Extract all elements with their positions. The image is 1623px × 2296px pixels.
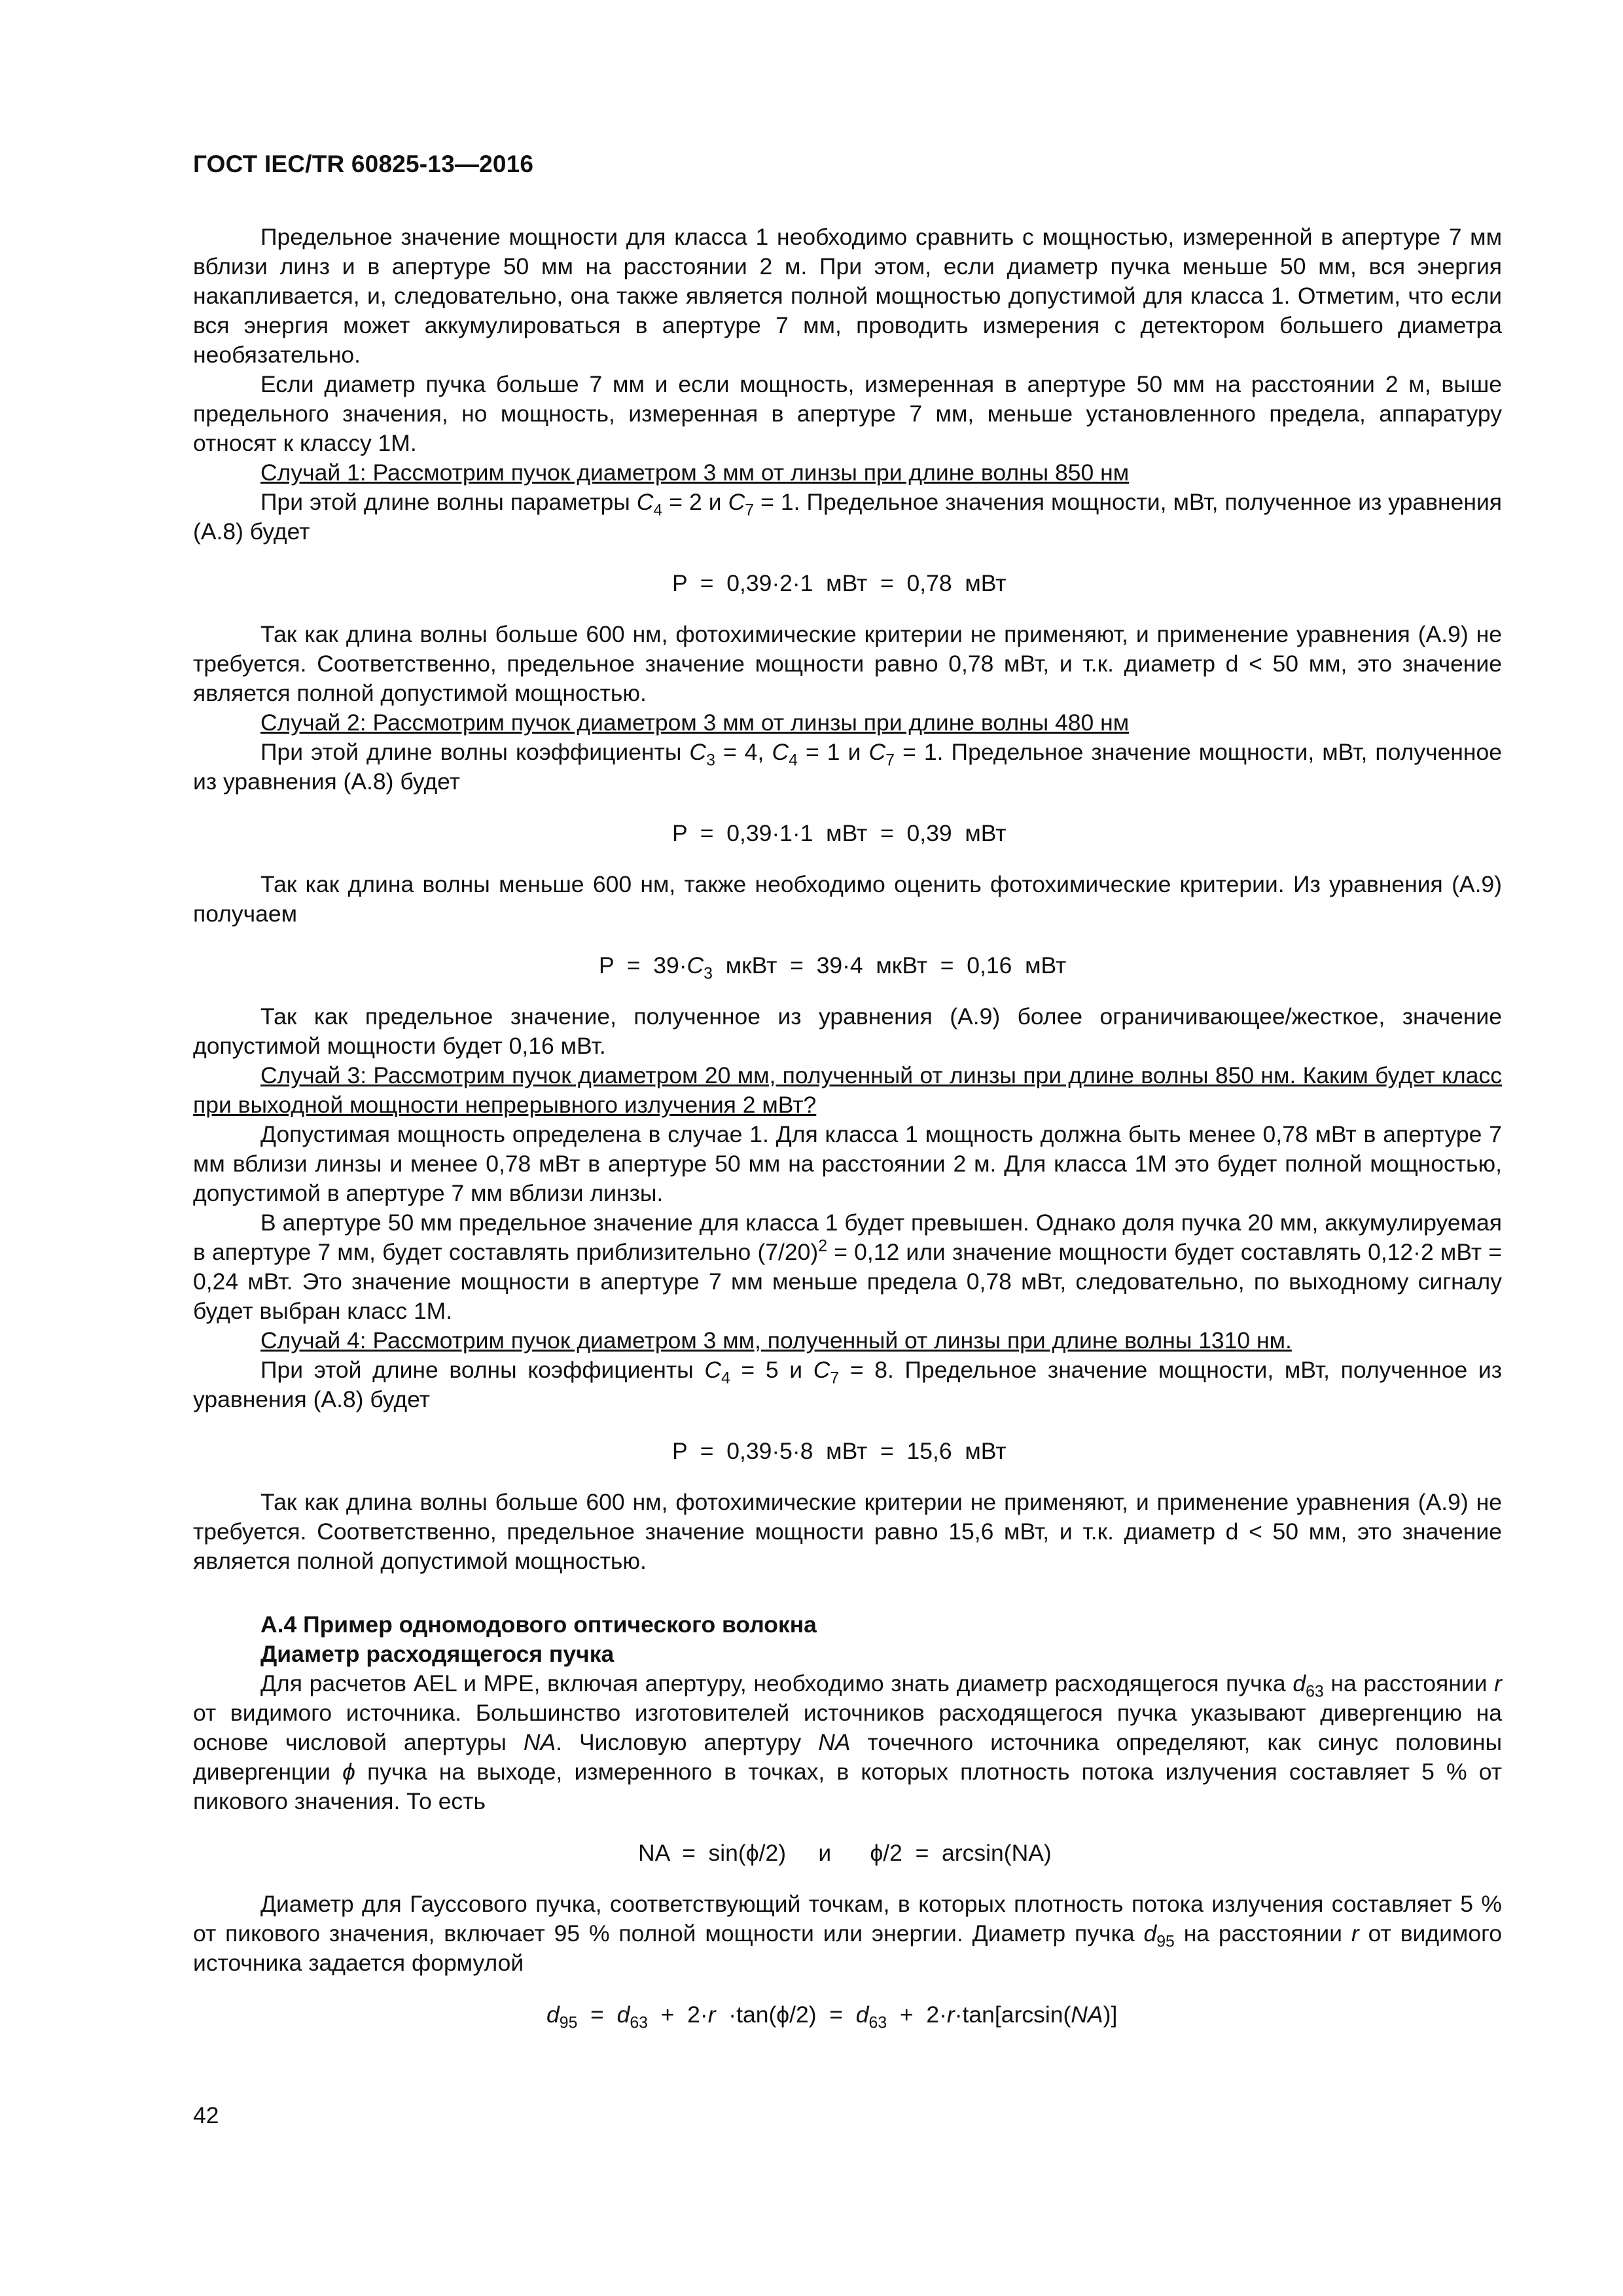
paragraph: Диаметр для Гауссового пучка, соответствующий точкам, в которых плотность потока излучения составляет 5 % от пикового значения, включает 95 % полной мощности или энергии. Диаметр пучка $d_{95}$ на расстоянии r от видимого источника задается формулой: [193, 1891, 1502, 1976]
case-heading: Случай 1: Рассмотрим пучок диаметром 3 мм от линзы при длине волны 850 нм: [260, 459, 1130, 486]
equation: $P = 39\cdot C_3$ мкВт = 39·4 мкВт = 0,16 мВт: [599, 952, 1067, 983]
document-header: ГОСТ IEC/TR 60825-13—2016: [193, 151, 534, 177]
paragraph: Если диаметр пучка больше 7 мм и если мощность, измеренная в апертуре 50 мм на расстоянии 2 м, выше предельного значения, но мощность, измеренная в апертуре 7 мм, меньше установленного предела, аппаратуру относят к классу 1М.: [193, 371, 1502, 456]
paragraph: Для расчетов AEL и MPE, включая апертуру, необходимо знать диаметр расходящегося пучка $d_{63}$ на расстоянии r от видимого источника. Большинство изготовителей источников расходящегося пучка указывают дивергенцию на основе числовой апертуры NA. Числовую апертуру NA точечного источника определяют, как синус половины дивергенции ϕ пучка на выходе, измеренного в точках, в которых плотность потока излучения составляет 5 % от пикового значения. То есть: [193, 1670, 1503, 1814]
case-heading: Случай 3: Рассмотрим пучок диаметром 20 мм, полученный от линзы при длине волны 850 нм. Каким будет класс при выходной мощности непрерывного излучения 2 мВт?: [193, 1062, 1502, 1118]
case-heading: Случай 4: Рассмотрим пучок диаметром 3 мм, полученный от линзы при длине волны 1310 нм.: [260, 1327, 1292, 1354]
paragraph: Допустимая мощность определена в случае 1. Для класса 1 мощность должна быть менее 0,78 мВт в апертуре 7 мм вблизи линзы и менее 0,78 мВт в апертуре 50 мм на расстоянии 2 м. Для класса 1М это будет полной мощностью, допустимой в апертуре 7 мм вблизи линзы.: [193, 1121, 1502, 1206]
paragraph: При этой длине волны параметры $C_4 = 2$ и $C_7 = 1$. Предельное значения мощности, мВт, полученное из уравнения (А.8) будет: [193, 489, 1502, 545]
paragraph: Так как длина волны больше 600 нм, фотохимические критерии не применяют, и применение уравнения (А.9) не требуется. Соответственно, предельное значение мощности равно 15,6 мВт, и т.к. диаметр d < 50 мм, это значение является полной допустимой мощностью.: [193, 1489, 1502, 1574]
paragraph: При этой длине волны коэффициенты $C_3 = 4$, $C_4 = 1$ и $C_7 = 1$. Предельное значение мощности, мВт, полученное из уравнения (А.8) будет: [193, 739, 1503, 795]
section-heading: А.4 Пример одномодового оптического волокна: [260, 1611, 817, 1638]
paragraph: Так как предельное значение, полученное из уравнения (А.9) более ограничивающее/жесткое, значение допустимой мощности будет 0,16 мВт.: [193, 1003, 1502, 1059]
paragraph: Предельное значение мощности для класса 1 необходимо сравнить с мощностью, измеренной в апертуре 7 мм вблизи линз и в апертуре 50 мм на расстоянии 2 м. При этом, если диаметр пучка меньше 50 мм, вся энергия накапливается, и, следовательно, она также является полной мощностью допустимой для класса 1. Отметим, что если вся энергия может аккумулироваться в апертуре 7 мм, проводить измерения с детектором большего диаметра необязательно.: [193, 224, 1502, 368]
paragraph: Так как длина волны больше 600 нм, фотохимические критерии не применяют, и применение уравнения (А.9) не требуется. Соответственно, предельное значение мощности равно 0,78 мВт, и т.к. диаметр d < 50 мм, это значение является полной допустимой мощностью.: [193, 621, 1502, 706]
spacer: [193, 1576, 1502, 1610]
page-number: 42: [193, 2102, 219, 2128]
equation: P = 0,39·5·8 мВт = 15,6 мВт: [672, 1438, 1007, 1464]
document-page: [193, 151, 1502, 2051]
paragraph: Так как длина волны меньше 600 нм, также необходимо оценить фотохимические критерии. Из уравнения (А.9) получаем: [193, 871, 1502, 927]
paragraph: В апертуре 50 мм предельное значение для класса 1 будет превышен. Однако доля пучка 20 мм, аккумулируемая в апертуре 7 мм, будет составлять приблизительно $(7/20)^2 = 0,12$ или значение мощности будет составлять 0,12·2 мВт = 0,24 мВт. Это значение мощности в апертуре 7 мм меньше предела 0,78 мВт, следовательно, по выходному сигналу будет выбран класс 1М.: [193, 1210, 1502, 1324]
case-heading: Случай 2: Рассмотрим пучок диаметром 3 мм от линзы при длине волны 480 нм: [260, 709, 1130, 736]
equation: NA = sin(ϕ/2) и ϕ/2 = arcsin(NA): [638, 1840, 1052, 1866]
section-subheading: Диаметр расходящегося пучка: [260, 1641, 615, 1667]
equation: P = 0,39·2·1 мВт = 0,78 мВт: [672, 570, 1007, 596]
paragraph: При этой длине волны коэффициенты $C_4 = 5$ и $C_7 = 8$. Предельное значение мощности, мВт, полученное из уравнения (А.8) будет: [193, 1357, 1502, 1412]
equation: $d_{95} = d_{63} + 2\cdot r \cdot\tan(\phi/2) = d_{63} + 2\cdot r\cdot\tan[\arcsin(NA)]$: [546, 2001, 1118, 2032]
equation: P = 0,39·1·1 мВт = 0,39 мВт: [672, 820, 1007, 846]
